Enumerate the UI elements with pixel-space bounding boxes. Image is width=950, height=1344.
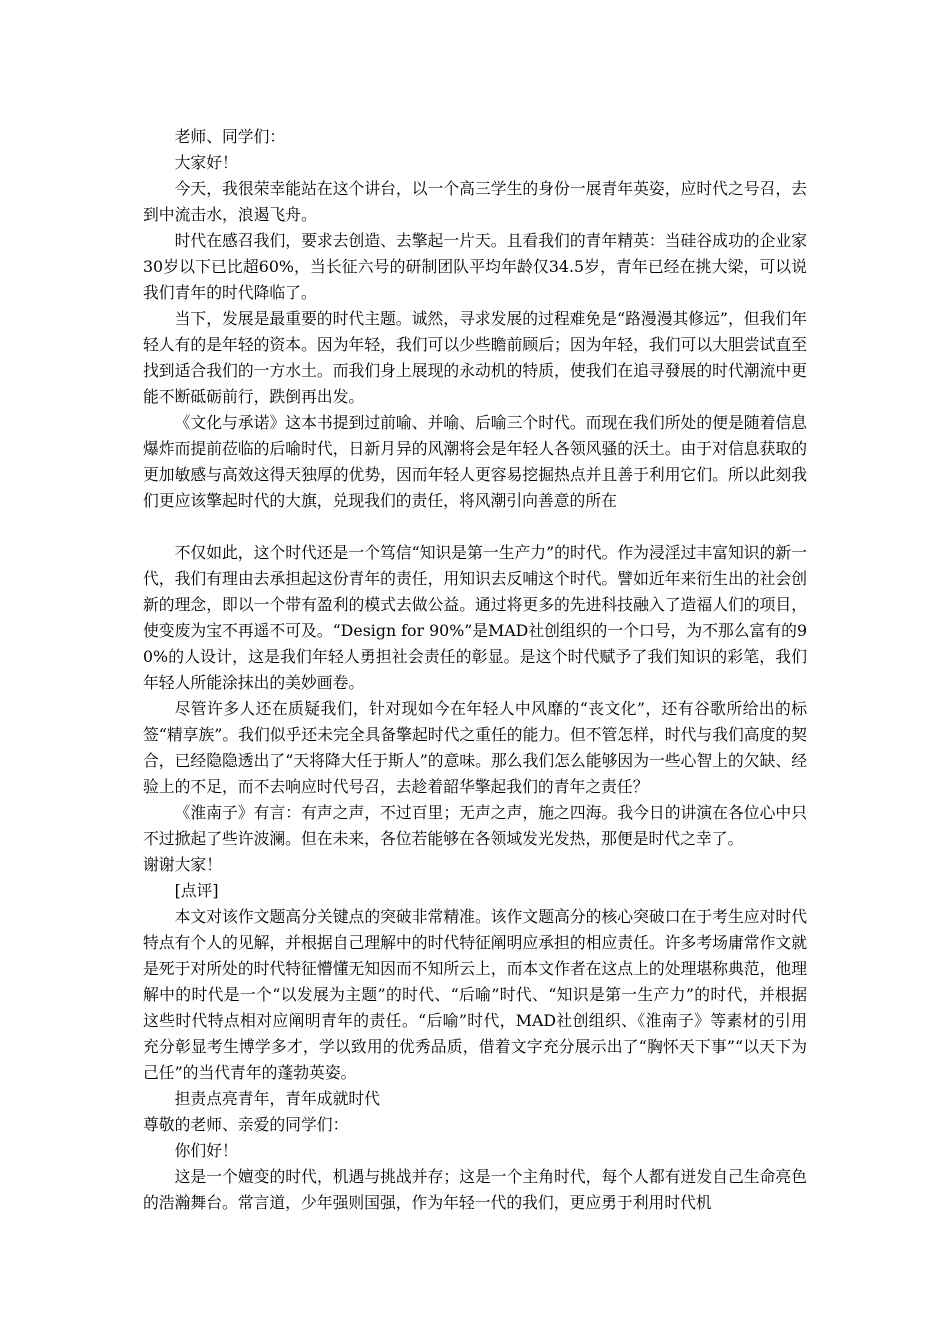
paragraph: 今天，我很荣幸能站在这个讲台，以一个高三学生的身份一展青年英姿，应时代之号召，去到中流击水，浪遏飞舟。 bbox=[143, 179, 807, 224]
paragraph: 当下，发展是最重要的时代主题。诚然，寻求发展的过程难免是“路漫漫其修远”，但我们年轻人有的是年轻的资本。因为年轻，我们可以少些瞻前顾后；因为年轻，我们可以大胆尝试直至找到适合我们的一方水土。而我们身上展现的永动机的特质，使我们在追寻發展的时代潮流中更能不断砥砺前行，跌倒再出发。 bbox=[143, 309, 807, 406]
document-body bbox=[143, 124, 807, 1216]
salutation: 尊敬的老师、亲爱的同学们： bbox=[143, 1115, 349, 1134]
comment-paragraph: 本文对该作文题高分关键点的突破非常精准。该作文题高分的核心突破口在于考生应对时代特点有个人的见解，并根据自己理解中的时代特征阐明应承担的相应责任。许多考场庸常作文就是死于对所处的时代特征懵懂无知因而不知所云上，而本文作者在这点上的处理堪称典范，他理解中的时代是一个“以发展为主题”的时代、“后喻”时代、“知识是第一生产力”的时代，并根据这些时代特点相对应阐明青年的责任。“后喻”时代，MAD社创组织、《淮南子》等素材的引用充分彰显考生博学多才，学以致用的优秀品质，借着文字充分展示出了“胸怀天下事”“以天下为己任”的当代青年的蓬勃英姿。 bbox=[143, 907, 807, 1082]
paragraph: 《文化与承诺》这本书提到过前喻、并喻、后喻三个时代。而现在我们所处的便是随着信息爆炸而提前莅临的后喻时代，日新月异的风潮将会是年轻人各领风骚的沃土。由于对信息获取的更加敏感与高效这得天独厚的优势，因而年轻人更容易挖掘热点并且善于利用它们。所以此刻我们更应该擎起时代的大旗，兑现我们的责任，将风潮引向善意的所在 bbox=[143, 413, 807, 510]
greeting: 你们好！ bbox=[174, 1141, 238, 1160]
salutation: 老师、同学们： bbox=[174, 127, 286, 146]
closing-thanks: 谢谢大家！ bbox=[143, 855, 222, 874]
essay-title: 担责点亮青年，青年成就时代 bbox=[174, 1089, 380, 1108]
comment-heading: [点评] bbox=[174, 881, 219, 900]
paragraph-gap bbox=[143, 514, 807, 540]
paragraph: 时代在感召我们，要求去创造、去擎起一片天。且看我们的青年精英：当硅谷成功的企业家30岁以下已比超60%，当长征六号的研制团队平均年龄仅34.5岁，青年已经在挑大梁，可以说我们青年的时代降临了。 bbox=[143, 231, 807, 302]
greeting: 大家好！ bbox=[174, 153, 238, 172]
paragraph: 《淮南子》有言：有声之声，不过百里；无声之声，施之四海。我今日的讲演在各位心中只不过掀起了些许波澜。但在未来，各位若能够在各领域发光发热，那便是时代之幸了。 bbox=[143, 803, 807, 848]
paragraph: 尽管许多人还在质疑我们，针对现如今在年轻人中风靡的“丧文化”，还有谷歌所给出的标签“精享族”。我们似乎还未完全具备擎起时代之重任的能力。但不管怎样，时代与我们高度的契合，已经隐隐透出了“天将降大任于斯人”的意味。那么我们怎么能够因为一些心智上的欠缺、经验上的不足，而不去响应时代号召，去趁着韶华擎起我们的青年之责任？ bbox=[143, 699, 807, 796]
paragraph: 不仅如此，这个时代还是一个笃信“知识是第一生产力”的时代。作为浸淫过丰富知识的新一代，我们有理由去承担起这份青年的责任，用知识去反哺这个时代。譬如近年来衍生出的社会创新的理念，即以一个带有盈利的模式去做公益。通过将更多的先进科技融入了造福人们的项目，使变废为宝不再遥不可及。“Design for 90%”是MAD社创组织的一个口号，为不那么富有的90%的人设计，这是我们年轻人勇担社会责任的彰显。是这个时代赋予了我们知识的彩笔，我们年轻人所能涂抹出的美妙画卷。 bbox=[143, 543, 807, 692]
paragraph: 这是一个嬗变的时代，机遇与挑战并存；这是一个主角时代，每个人都有迸发自己生命亮色的浩瀚舞台。常言道，少年强则国强，作为年轻一代的我们，更应勇于利用时代机 bbox=[143, 1167, 807, 1212]
